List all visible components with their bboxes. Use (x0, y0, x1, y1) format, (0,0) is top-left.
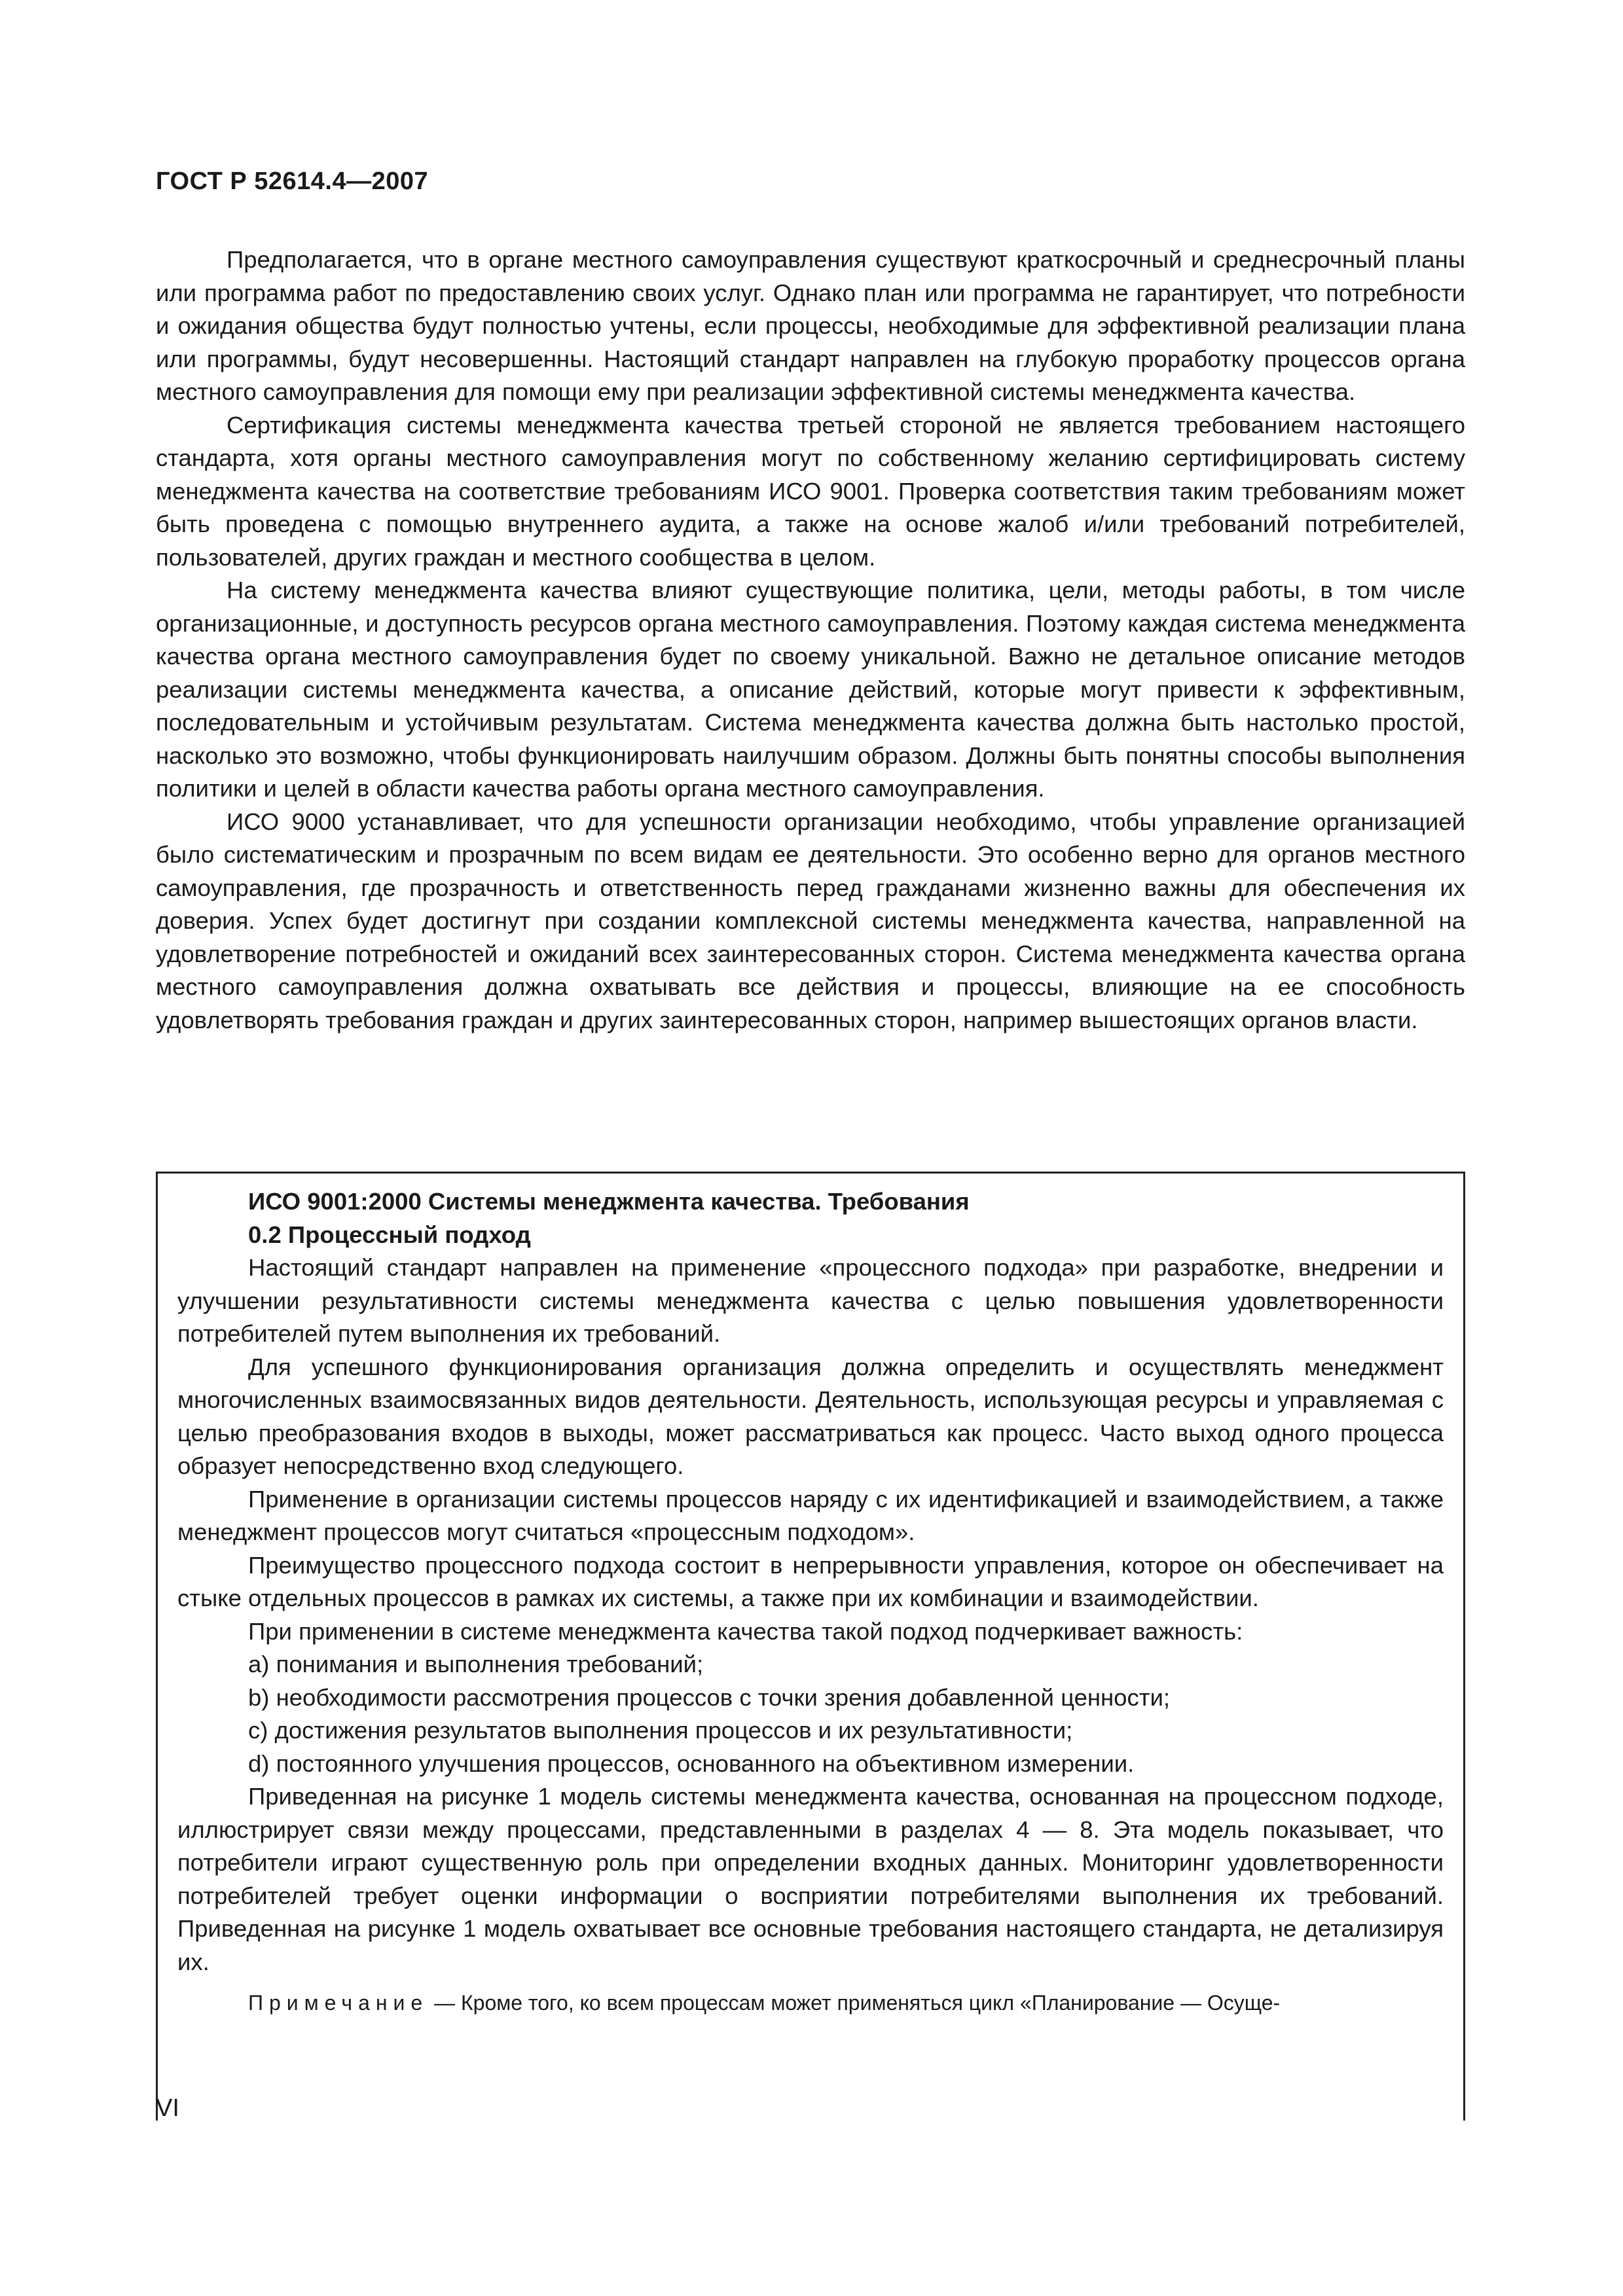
paragraph: ИСО 9000 устанавливает, что для успешности организации необходимо, чтобы управление организацией было систематическим и прозрачным по всем видам ее деятельности. Это особенно верно для органов местного самоуправления, где прозрачность и ответственность перед гражданами жизненно важны для обеспечения их доверия. Успех будет достигнут при создании комплексной системы менеджмента качества, направленной на удовлетворение потребностей и ожиданий всех заинтересованных сторон. Система менеджмента качества органа местного самоуправления должна охватывать все действия и процессы, влияющие на ее способность удовлетворять требования граждан и других заинтересованных сторон, например вышестоящих органов власти. (156, 808, 1465, 1033)
paragraph: На систему менеджмента качества влияют существующие политика, цели, методы работы, в том числе организационные, и доступность ресурсов органа местного самоуправления. Поэтому каждая система менеджмента качества органа местного самоуправления будет по своему уникальной. Важно не детальное описание методов реализации системы менеджмента качества, а описание действий, которые могут привести к эффективным, последовательным и устойчивым результатам. Система менеджмента качества должна быть настолько простой, насколько это возможно, чтобы функционировать наилучшим образом. Должны быть понятны способы выполнения политики и целей в области качества работы органа местного самоуправления. (156, 577, 1465, 802)
box-paragraph: Применение в организации системы процессов наряду с их идентификацией и взаимодействием, а также менеджмент процессов могут считаться «процессным подходом». (177, 1485, 1444, 1545)
list-item: c) достижения результатов выполнения процессов и их результативности; (248, 1717, 1073, 1744)
list-item: d) постоянного улучшения процессов, основанного на объективном измерении. (248, 1749, 1135, 1777)
paragraph: Предполагается, что в органе местного самоуправления существуют краткосрочный и среднесрочный планы или программа работ по предоставлению своих услуг. Однако план или программа не гарантирует, что потребности и ожидания общества будут полностью учтены, если процессы, необходимые для эффективной реализации плана или программы, будут несовершенны. Настоящий стандарт направлен на глубокую проработку процессов органа местного самоуправления для помощи ему при реализации эффективной системы менеджмента качества. (156, 246, 1465, 405)
document-header: ГОСТ Р 52614.4—2007 (156, 168, 429, 195)
note-text: — Кроме того, ко всем процессам может применяться цикл «Планирование — Осуще- (428, 1991, 1281, 2015)
box-subtitle: 0.2 Процессный подход (248, 1221, 531, 1248)
note (177, 1988, 1444, 2018)
box-paragraph: При применении в системе менеджмента качества такой подход подчеркивает важность: (248, 1617, 1243, 1645)
box-paragraph: Для успешного функционирования организация должна определить и осуществлять менеджмент многочисленных взаимосвязанных видов деятельности. Деятельность, использующая ресурсы и управляемая с целью преобразования входов в выходы, может рассматриваться как процесс. Часто выход одного процесса образует непосредственно вход следующего. (177, 1353, 1444, 1479)
note-label: Примечание (248, 1991, 429, 2015)
paragraph: Сертификация системы менеджмента качества третьей стороной не является требованием настоящего стандарта, хотя органы местного самоуправления могут по собственному желанию сертифицировать систему менеджмента качества на соответствие требованиям ИСО 9001. Проверка соответствия таким требованиям может быть проведена с помощью внутреннего аудита, а также на основе жалоб и/или требований потребителей, пользователей, других граждан и местного сообщества в целом. (156, 411, 1465, 571)
body-text (156, 243, 1465, 1037)
page-number: VI (156, 2094, 179, 2122)
box-paragraph: Настоящий стандарт направлен на применение «процессного подхода» при разработке, внедрении и улучшении результативности системы менеджмента качества с целью повышения удовлетворенности потребителей путем выполнения их требований. (177, 1254, 1444, 1347)
quoted-standard-box (156, 1172, 1465, 2121)
quoted-standard-content (177, 1185, 1444, 2018)
box-title: ИСО 9001:2000 Системы менеджмента качества. Требования (248, 1188, 970, 1215)
list-item: b) необходимости рассмотрения процессов с точки зрения добавленной ценности; (248, 1683, 1170, 1711)
box-paragraph: Приведенная на рисунке 1 модель системы менеджмента качества, основанная на процессном подходе, иллюстрирует связи между процессами, представленными в разделах 4 — 8. Эта модель показывает, что потребители играют существенную роль при определении входных данных. Мониторинг удовлетворенности потребителей требует оценки информации о восприятии потребителями выполнения их требований. Приведенная на рисунке 1 модель охватывает все основные требования настоящего стандарта, не детализируя их. (177, 1783, 1444, 1975)
list-item: a) понимания и выполнения требований; (248, 1651, 704, 1677)
box-paragraph: Преимущество процессного подхода состоит в непрерывности управления, которое он обеспечивает на стыке отдельных процессов в рамках их системы, а также при их комбинации и взаимодействии. (177, 1551, 1444, 1611)
